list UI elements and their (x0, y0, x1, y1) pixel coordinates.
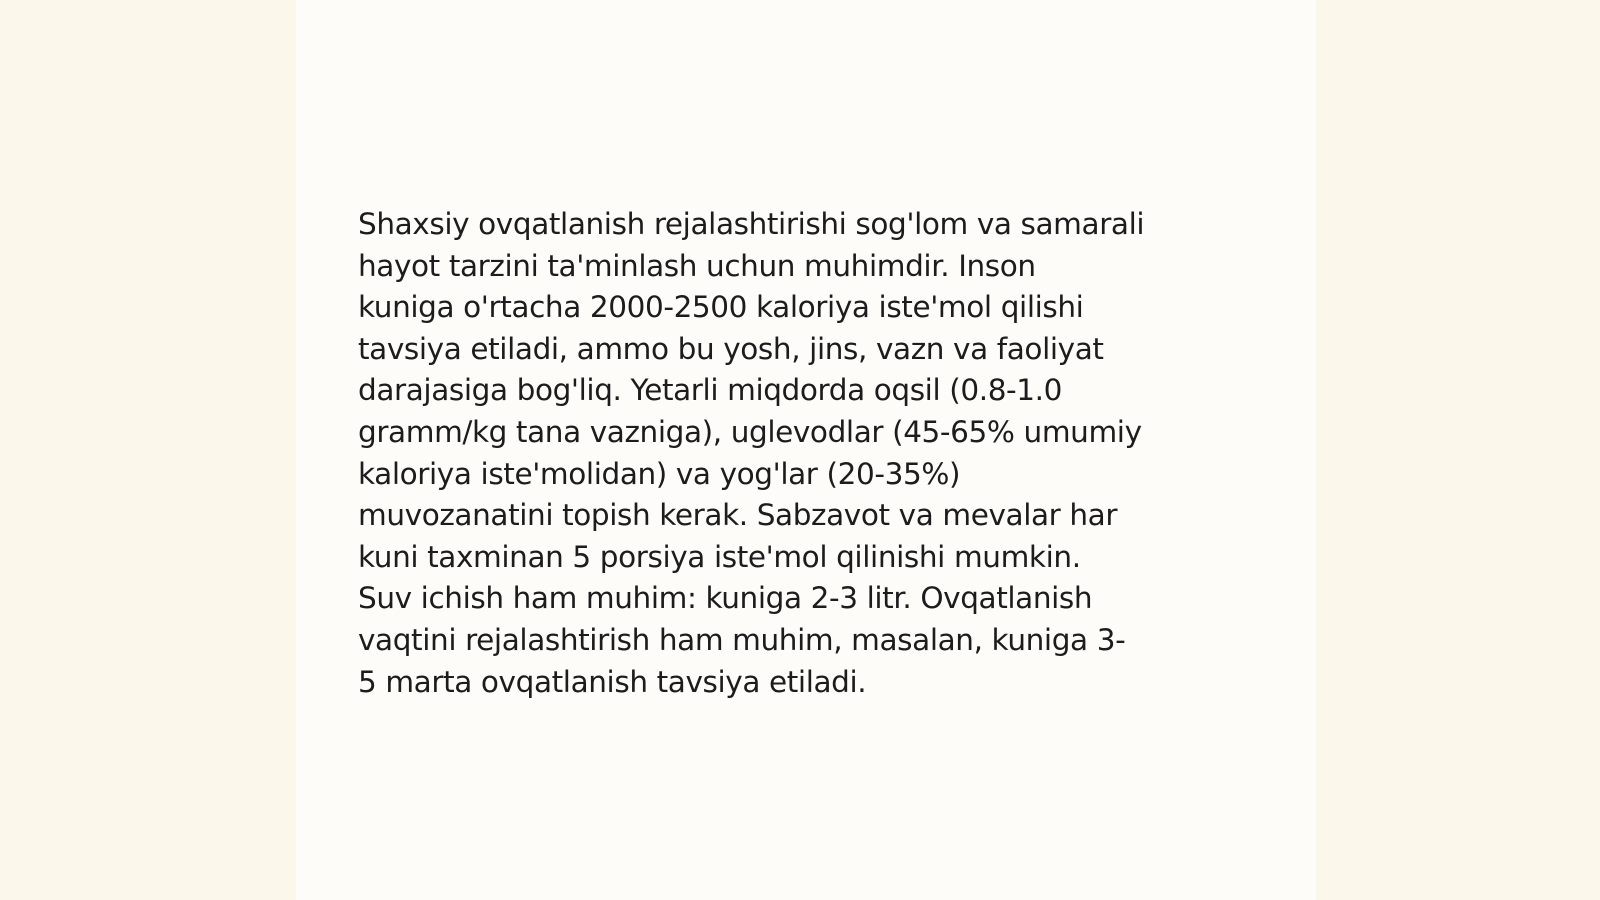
paragraph-line: kuni taxminan 5 porsiya iste'mol qilinishi mumkin. (358, 539, 1081, 574)
paragraph-line: gramm/kg tana vazniga), uglevodlar (45-65% umumiy (358, 414, 1142, 449)
document-page (296, 0, 1316, 900)
paragraph-line: hayot tarzini ta'minlash uchun muhimdir. Inson (358, 248, 1036, 283)
paragraph-line: kaloriya iste'molidan) va yog'lar (20-35%) (358, 456, 961, 491)
paragraph-line: kuniga o'rtacha 2000-2500 kaloriya iste'mol qilishi (358, 290, 1084, 325)
paragraph-line: muvozanatini topish kerak. Sabzavot va mevalar har (358, 498, 1118, 533)
paragraph-line: 5 marta ovqatlanish tavsiya etiladi. (358, 664, 867, 699)
paragraph-line: Suv ichish ham muhim: kuniga 2-3 litr. Ovqatlanish (358, 581, 1093, 616)
paragraph-line: darajasiga bog'liq. Yetarli miqdorda oqsil (0.8-1.0 (358, 373, 1063, 408)
paragraph-line: Shaxsiy ovqatlanish rejalashtirishi sog'lom va samarali (358, 207, 1145, 241)
body-paragraph (358, 204, 1248, 703)
paragraph-line: vaqtini rejalashtirish ham muhim, masalan, kuniga 3- (358, 622, 1126, 657)
paragraph-line: tavsiya etiladi, ammo bu yosh, jins, vazn va faoliyat (358, 331, 1104, 366)
